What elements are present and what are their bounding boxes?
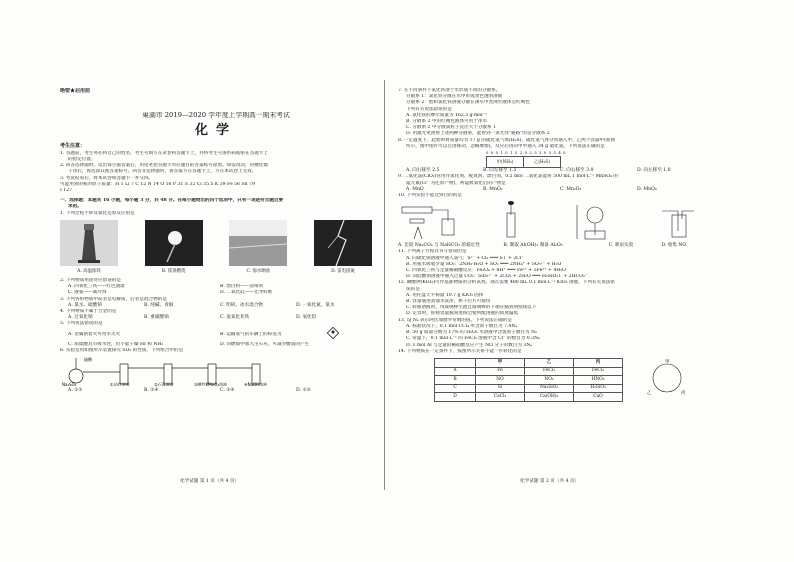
option: C. 氢氧化亚铁 — [220, 315, 250, 321]
option: B. 50 g 质量分数为 17% 的 H₂O₂ 水溶液中含氢原子数目为 Nₐ — [406, 330, 537, 336]
exam-title: 巢湖市 2019—2020 学年度上学期高一期末考试 — [142, 112, 290, 119]
table-cell: D — [435, 393, 476, 402]
table-cell: CaCl₂ — [476, 393, 525, 402]
apparatus-diagram — [60, 356, 372, 386]
option: C. 常温下，0.1 mol·L⁻¹ 的 FeCl₃ 溶液中含 Cl⁻ 的数目为 0.3Nₐ — [406, 336, 540, 342]
cycle-node: 丙 — [681, 391, 686, 397]
heating-tubes-diagram — [398, 201, 454, 241]
option: B. MnO₂ — [483, 186, 503, 192]
question-10: 10. 下列实验不能达到目的的是 — [398, 193, 462, 199]
option: B. 用氨水吸收少量 SO₂：2NH₃·H₂O + SO₂ ═══ 2NH₄⁺ + SO₃²⁻ + H₂O — [406, 261, 562, 267]
table-cell: FeCl₃ — [525, 367, 574, 376]
question-12: 12. 碘酸钾(KIO₃)可作基准物质的分析试剂。现在需要 480 mL 0.1 mol·L⁻¹ KIO₃ 溶液，下列有关说法错 — [398, 280, 615, 286]
q14-block — [398, 355, 714, 402]
page-divider — [384, 80, 385, 490]
option: B. 漂白粉——消毒剂 — [220, 284, 264, 290]
container-jia: 甲(NH₃) — [487, 157, 524, 168]
notice-line: 可能用到的相对原子质量：H 1 Li 7 C 12 N 14 O 16 P 31 S 32 Cl 35.5 K 39 Fe 56 Sn 79 — [60, 181, 255, 187]
question-14: 14. 下列物质在一定条件下，按图所示关系不能一步转化的是 — [398, 348, 522, 354]
subject-title: 化学 — [194, 123, 237, 139]
question-4: 4. 下列物质不属于合金的是 — [60, 309, 117, 315]
table-row — [435, 376, 623, 385]
q1-options — [60, 269, 372, 275]
question-2: 2. 下列物质用途对应错误的是 — [60, 278, 121, 284]
option: C. 四氧化三铁与足量稀硝酸反应：Fe₃O₄ + 8H⁺ ═══ Fe²⁺ + 2Fe³⁺ + 4H₂O — [406, 268, 566, 274]
option: A. 向右移至 2.5 — [406, 168, 440, 174]
table-row — [435, 393, 623, 402]
option: A. 氯水、硫酸钠 — [68, 302, 102, 308]
table-cell: Ca(OH)₂ — [525, 393, 574, 402]
q6-apparatus — [60, 356, 372, 386]
option: D. 氧化铝 — [296, 315, 317, 321]
option: A. ①② — [68, 388, 83, 394]
option: C. 浓硫酸具有吸水性，但不能干燥 HI 和 NH₃ — [68, 341, 164, 347]
tube-label: ①品红溶液 — [110, 382, 130, 387]
section-title-cont: 求的。 — [68, 204, 82, 210]
notice-line: 干净后，再选涂其他答案标号。回答非选择题时，将答案写在答题卡上，写在本试卷上无效。 — [68, 169, 257, 175]
table-cell: FeCl₂ — [574, 367, 623, 376]
option: C. Mn₂O₃ — [560, 186, 582, 192]
q6-options — [60, 388, 372, 394]
option: B. 制取 Al(OH)₃ 制备 Al₂O₃ — [503, 243, 563, 249]
q7-line: 分散系 2：饱和氯化铁溶液分散在沸水中煮沸至液体呈红褐色 — [406, 100, 530, 106]
option: A. 用托盘天平称量 10.7 g KIO₃ 固体 — [406, 292, 484, 298]
option: A. 金属钠着火可用水灭火 — [68, 331, 121, 337]
salt-pan-image — [229, 220, 287, 266]
q8-scale: 0 0.5 1.0 1.5 2.0 2.5 3.0 3.5 4.0 — [486, 150, 567, 156]
question-1: 1. 下列过程不涉及氧化还原反应的是 — [60, 210, 135, 216]
option: D. 向硅酸钠溶液中通入过量 CO₂：SiO₃²⁻ + 2CO₂ + 2H₂O ═══ H₂SiO₃↓ + 2HCO₃⁻ — [406, 274, 588, 280]
notice-title: 考生注意： — [60, 142, 86, 149]
option: B. 分散系 2 中的红褐色液体可用于净水 — [406, 119, 488, 125]
secret-label: 绝密★启用前 — [60, 88, 91, 94]
table-row — [435, 367, 623, 376]
option: C. 明矾、冰水混合物 — [220, 302, 264, 308]
option: A. 过氧化钠 — [68, 315, 93, 321]
option: A. MnO — [406, 186, 424, 192]
option: B. 纯碱、青铜 — [144, 302, 174, 308]
table-cell: Fe — [476, 367, 525, 376]
table-header-cell: 甲 — [476, 358, 525, 367]
option: B. ②④ — [144, 388, 159, 394]
tube-label: ③酸性KMnO₄溶液 — [194, 382, 227, 387]
q5-options-row — [60, 342, 372, 348]
table-header-cell — [435, 358, 476, 367]
furnace-image — [60, 220, 118, 266]
option: C. 液氨——制冷剂 — [68, 290, 107, 296]
tube-label: ④NaOH溶液 — [244, 382, 268, 387]
option: A. 向硫化钠溶液中通入氯气：S²⁻ + Cl₂ ═══ S↓ + 2Cl⁻ — [406, 255, 524, 261]
q9-line: 锰元素(Cl⁻ 为还原产物)，则锰被氧化后的产物是 — [406, 180, 506, 186]
question-8: 8. 一定温度下，起始时将质量均为 17 g 的硫化氢气体(H₂S)、硫化氢气体分别通入甲、乙两个容器中(如图 — [398, 137, 616, 143]
section-title: 一、选择题：本题共 16 小题，每小题 3 分，共 48 分。在每小题给出的四个选项中，只有一项是符合题目要 — [60, 198, 284, 204]
option: C. 向右移至 3.0 — [560, 168, 594, 174]
option: B. 运输氯气的车辆上的标签为 — [220, 331, 282, 337]
option: D. 二氧化硅——光导纤维 — [220, 290, 273, 296]
page-1 — [60, 88, 372, 488]
q8-line: 所示，图中指针可以自由移动，忽略摩擦)，反应后再向甲中通入 34 g 硫化氢。下列说法正确的是 — [406, 143, 605, 149]
option: D. 一氧化氮、氯水 — [296, 302, 335, 308]
option: D. 定容时，仰视容量瓶刻度线会使所配溶液的浓度偏低 — [406, 311, 519, 317]
table-header-cell: 丙 — [574, 358, 623, 367]
question-5: 5. 下列说法错误的是 — [60, 321, 103, 327]
table-cell: NO — [476, 376, 525, 385]
option: A. 高温炼铁 — [77, 268, 101, 274]
container-yi: 乙(H₂S) — [524, 157, 561, 168]
notice-line: 2. 回答选择题时，选出每小题答案后，用铅笔把答题卡对应题目的答案标号涂黑。如需改动，用橡皮擦 — [60, 163, 268, 169]
option: B. 向左移至 1.5 — [483, 168, 517, 174]
option: C. 转移溶液时，用玻璃棒引流且玻璃棒的下端应插到刻度线以下 — [406, 305, 537, 311]
table-cell: C — [435, 384, 476, 393]
page-1-footer: 化学试题 第 1 页（共 4 页） — [180, 479, 240, 484]
q8-container — [486, 156, 561, 168]
option: A. 四氧化三铁——红色油漆 — [68, 284, 125, 290]
table-header-cell: 乙 — [525, 358, 574, 367]
question-9: 9. 二氧化氯(ClO₂)常用作氧化剂、脱臭剂、漂白剂。0.2 mol 二氧化氯能将 500 mL 1 mol·L⁻¹ MnSO₄ 的 — [398, 174, 618, 180]
notice-line: I 127 — [60, 188, 73, 194]
option: D. 向左移至 1.0 — [637, 168, 671, 174]
table-cell: H₂SiO₃ — [574, 384, 623, 393]
table-cell: NO₂ — [525, 376, 574, 385]
question-6: 6. 实验室用如图所示装置探究 SO₂ 的性质，下列组合中的是 — [60, 347, 184, 353]
table-cell: Na₂SiO₃ — [525, 384, 574, 393]
option: A. 标准状况下，0.1 mol CCl₄ 所含原子数目为 7.4Nₐ — [406, 323, 518, 329]
option: C. ③④ — [220, 388, 235, 394]
question-13: 13. 设 Nₐ 表示阿伏加德罗常数的值。下列说法正确的是 — [398, 317, 512, 323]
table-cell: CaO — [574, 393, 623, 402]
q12-line: 误的是 — [406, 286, 420, 292]
conversion-cycle-diagram — [645, 358, 689, 398]
reagent-label: Na₂SO₃ — [62, 382, 77, 387]
option: A. 氯化铁的摩尔质量为 162.5 g·mol⁻¹ — [406, 112, 487, 118]
question-7: 7. 在不同条件下氯化铁溶于水形成不同的分散系。 — [398, 88, 501, 93]
magnesium-burning-image — [145, 220, 203, 266]
q4-options — [60, 315, 372, 321]
notice-line: 1. 答题前，考生务必将自己的姓名、考生号填写在试卷和答题卡上，并将考生号条形码粘贴在答题卡上 — [60, 150, 268, 156]
option: D. MnO₄ — [637, 186, 657, 192]
fountain-diagram — [571, 201, 627, 241]
dropper-tube-diagram — [485, 201, 541, 241]
notice-line: 3. 考试结束后，将本试卷和答题卡一并交回。 — [60, 175, 154, 181]
notice-line: 的指定位置。 — [68, 157, 96, 163]
q14-table — [434, 358, 623, 402]
option: B. 镁条燃烧 — [161, 268, 186, 274]
tube-label: ②石蕊溶液 — [154, 382, 174, 387]
q10-apparatus — [398, 201, 714, 241]
table-cell: B — [435, 376, 476, 385]
table-header — [435, 358, 623, 367]
q5-options-row — [60, 328, 372, 342]
q1-images — [60, 220, 372, 266]
acid-label: 硫酸 — [84, 357, 92, 363]
page-2 — [398, 88, 714, 488]
page-2-footer: 化学试题 第 2 页（共 4 页） — [520, 479, 580, 484]
option: D. 1 mol Al 与足量的稀硝酸反应产生 NO 分子的数目为 3Nₐ — [406, 342, 533, 348]
option: D. 用激光笔照射上述两种分散系，能看到一条光亮"通路"的是分散系 2 — [406, 131, 550, 137]
option: D. 雷电固氮 — [331, 268, 355, 274]
lightning-image — [314, 220, 372, 266]
option: D. 向燃煤中加入生石灰，可减少酸雨的产生 — [220, 341, 310, 347]
q7-line: 下列有关说法错误的是 — [406, 106, 452, 112]
option: D. ②③ — [296, 388, 311, 394]
table-cell: HNO₃ — [574, 376, 623, 385]
q7-line: 分散系 1：氯化铁分散在水中形成黄色透明溶液 — [406, 94, 503, 100]
option: C. 喷泉实验 — [608, 243, 634, 249]
gas-collection-diagram — [658, 201, 714, 241]
table-cell: Si — [476, 384, 525, 393]
q2-options-row — [60, 290, 372, 296]
option: B. 容量瓶用蒸馏水洗净，烘干后方可使用 — [406, 299, 491, 305]
table-cell: A — [435, 367, 476, 376]
option: C. 分散系 2 中分散质粒子直径大于分散系 1 — [406, 125, 496, 131]
question-3: 3. 下列各组物质中前者是电解质，后者是混合物的是 — [60, 296, 167, 302]
cycle-node: 乙 — [647, 391, 652, 397]
option: A. 比较 Na₂CO₃ 与 NaHCO₃ 的稳定性 — [398, 243, 480, 249]
question-11: 11. 下列离子方程式书写错误的是 — [398, 249, 467, 255]
cycle-node: 甲 — [665, 360, 670, 366]
option: B. 重碳酸钠 — [144, 315, 169, 321]
option: D. 收集 NO — [661, 243, 687, 249]
table-row — [435, 384, 623, 393]
option: C. 海水晒盐 — [246, 268, 271, 274]
